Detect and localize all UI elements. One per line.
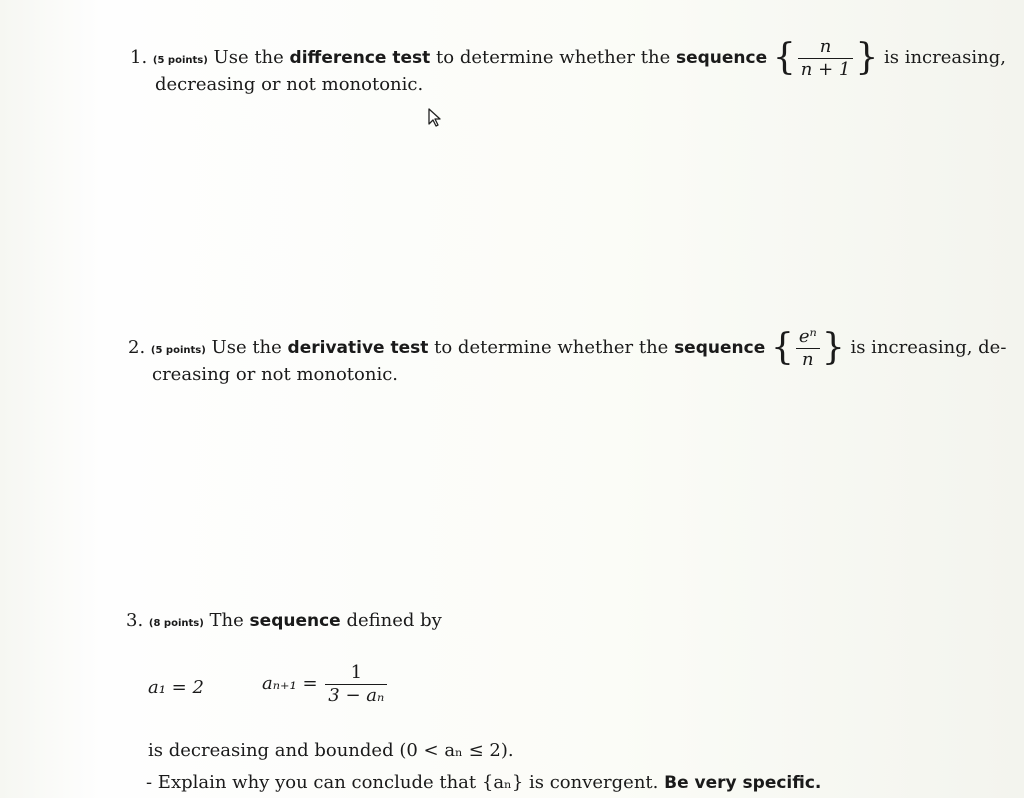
q2-text-b: to determine whether the [434, 337, 669, 359]
mouse-cursor-icon [427, 108, 443, 132]
q1-frac-num: n [819, 36, 832, 57]
q2-frac-num: eⁿ [798, 326, 817, 347]
q3-fraction [325, 662, 387, 706]
q2-left-brace: { [770, 327, 794, 369]
q3-bold-a: sequence [249, 611, 341, 631]
q3-frac-num: 1 [350, 662, 363, 683]
q2-fraction [796, 326, 820, 370]
q1-text-c: is increasing, [883, 47, 1006, 69]
q3-an1-lhs: aₙ₊₁ = [262, 673, 318, 695]
q2-number: 2. [128, 337, 146, 359]
q2-right-brace: } [821, 327, 845, 369]
q1-bold-a: difference test [289, 48, 431, 69]
q1-left-brace: { [772, 37, 796, 79]
q2-text-c: is increasing, de- [850, 337, 1007, 359]
question-3 [126, 610, 442, 632]
q3-recurrence [262, 662, 389, 706]
q2-bold-a: derivative test [287, 338, 429, 359]
q1-points: (5 points) [152, 55, 208, 67]
q1-fraction [798, 36, 854, 80]
q3-text-b: defined by [346, 610, 442, 631]
q2-text-a: Use the [211, 337, 282, 359]
q1-right-brace: } [855, 37, 879, 79]
q1-frac-den: n + 1 [800, 58, 851, 80]
q2-bold-b: sequence [674, 338, 766, 359]
q3-number: 3. [126, 610, 144, 631]
q3-explain-text: - Explain why you can conclude that {aₙ} is convergent. [146, 772, 659, 793]
q1-text-a: Use the [213, 47, 284, 69]
q1-number: 1. [130, 47, 148, 69]
q1-bold-b: sequence [675, 48, 768, 69]
q3-frac-den: 3 − aₙ [328, 684, 385, 706]
q3-text-a: The [209, 610, 244, 631]
q3-a1: a₁ = 2 [148, 677, 204, 698]
q2-line2: creasing or not monotonic. [152, 364, 399, 385]
q2-frac-den: n [802, 348, 814, 370]
q1-line2: decreasing or not monotonic. [155, 74, 424, 95]
q3-explain-line [146, 772, 821, 794]
q2-points: (5 points) [150, 345, 206, 357]
q3-points: (8 points) [148, 618, 204, 629]
q1-text-b: to determine whether the [436, 47, 671, 69]
q3-decreasing-line: is decreasing and bounded (0 < aₙ ≤ 2). [148, 740, 514, 761]
q3-bold-end: Be very specific. [664, 773, 822, 793]
